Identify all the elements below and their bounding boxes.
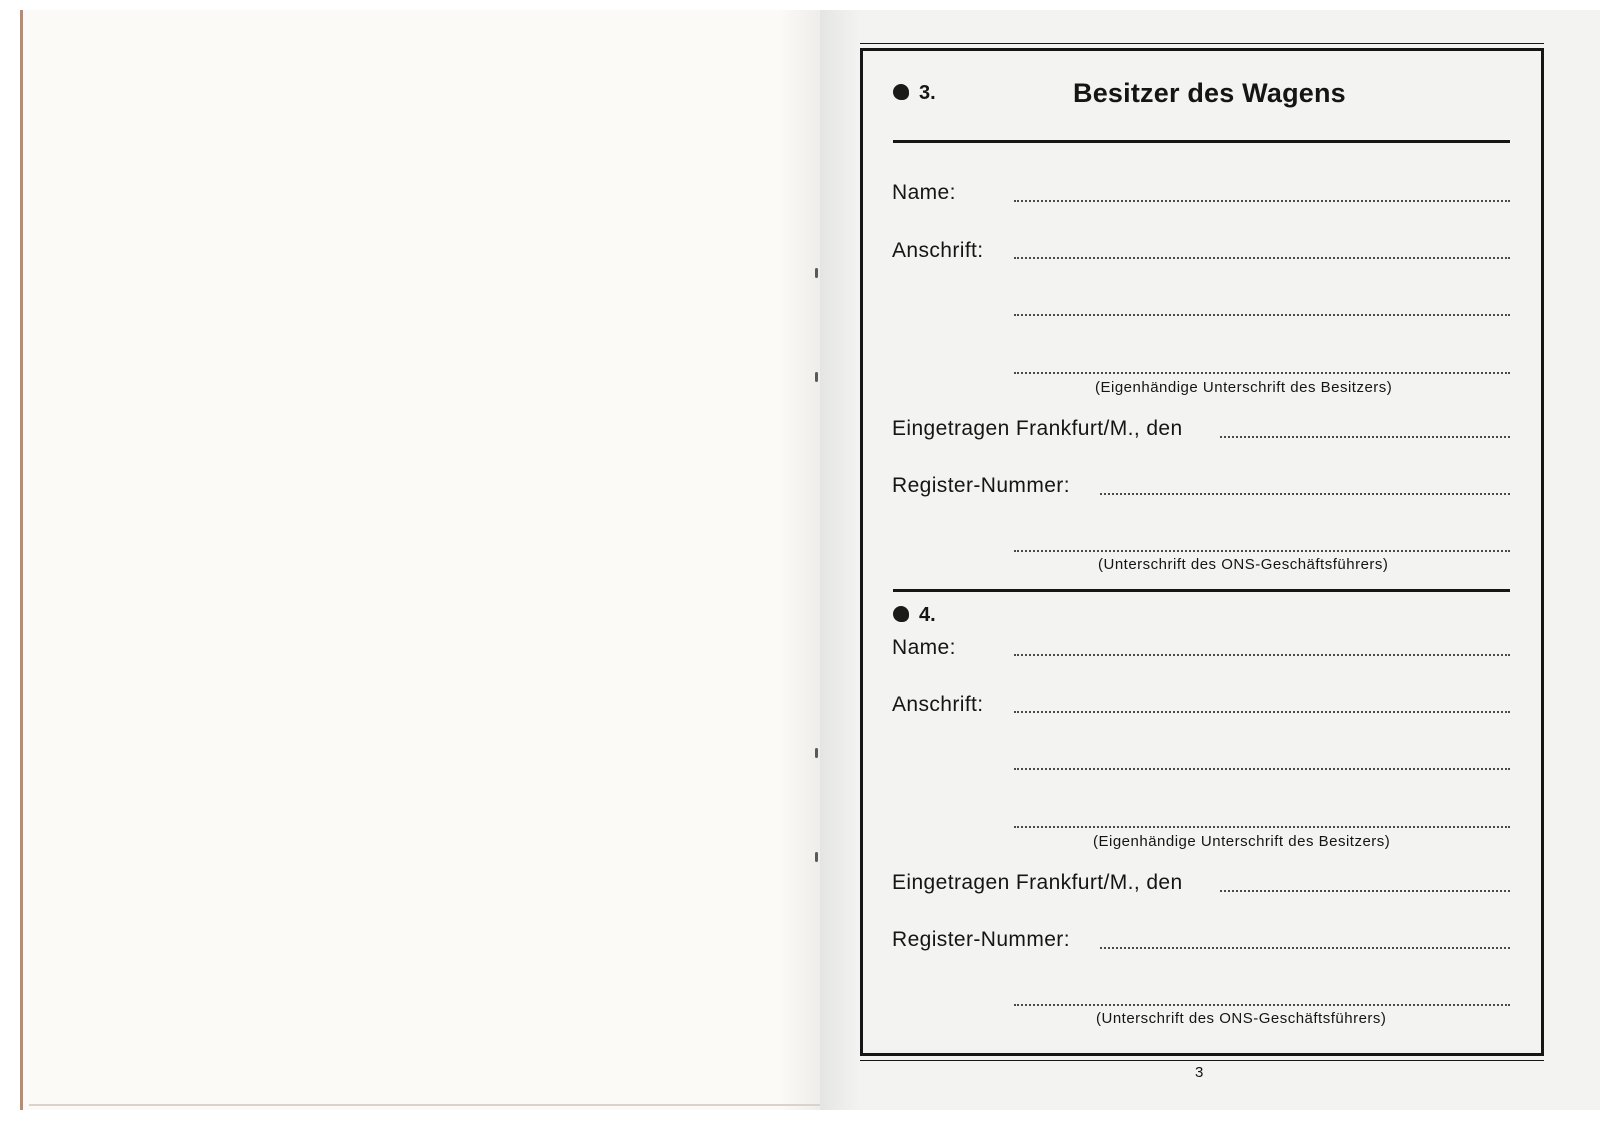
- form-title: Besitzer des Wagens: [1073, 78, 1346, 108]
- section-4-owner-signature-field[interactable]: [1014, 826, 1510, 828]
- right-page-fold-shadow: [820, 10, 860, 1110]
- section-4-register-number-label: Register-Nummer:: [892, 928, 1070, 951]
- section-3-registration-date-field[interactable]: [1220, 436, 1510, 438]
- section-3-name-label: Name:: [892, 181, 956, 204]
- staple-hole: [815, 748, 818, 758]
- section-3-address-field-line-1[interactable]: [1014, 257, 1510, 259]
- section-3-ons-signature-caption: (Unterschrift des ONS-Geschäftsführers): [1098, 556, 1389, 573]
- section-3-ons-signature-field[interactable]: [1014, 550, 1510, 552]
- section-4-name-field[interactable]: [1014, 654, 1510, 656]
- section-4-address-field-line-2[interactable]: [1014, 768, 1510, 770]
- section-3-title-rule: [893, 140, 1510, 143]
- staple-hole: [815, 372, 818, 382]
- section-3-owner-signature-caption: (Eigenhändige Unterschrift des Besitzers): [1095, 379, 1393, 396]
- section-3-number: 3.: [919, 82, 936, 104]
- section-4-number: 4.: [919, 604, 936, 626]
- section-4-ons-signature-caption: (Unterschrift des ONS-Geschäftsführers): [1096, 1010, 1387, 1027]
- section-4-registration-date-field[interactable]: [1220, 890, 1510, 892]
- section-3-register-number-label: Register-Nummer:: [892, 474, 1070, 497]
- staple-hole: [815, 852, 818, 862]
- steering-wheel-icon: [893, 606, 909, 622]
- left-page-bottom-edge: [29, 1104, 820, 1106]
- section-3-address-label: Anschrift:: [892, 239, 984, 262]
- section-4-address-label: Anschrift:: [892, 693, 984, 716]
- section-4-register-number-field[interactable]: [1100, 947, 1510, 949]
- section-4-registered-label: Eingetragen Frankfurt/M., den: [892, 871, 1183, 894]
- section-3-register-number-field[interactable]: [1100, 493, 1510, 495]
- section-4-owner-signature-caption: (Eigenhändige Unterschrift des Besitzers): [1093, 833, 1391, 850]
- section-3-registered-label: Eingetragen Frankfurt/M., den: [892, 417, 1183, 440]
- section-4-address-field-line-1[interactable]: [1014, 711, 1510, 713]
- steering-wheel-icon: [893, 84, 909, 100]
- staple-hole: [815, 268, 818, 278]
- section-4-name-label: Name:: [892, 636, 956, 659]
- section-3-name-field[interactable]: [1014, 200, 1510, 202]
- left-page-fold-shadow: [780, 10, 820, 1110]
- section-3-address-field-line-2[interactable]: [1014, 314, 1510, 316]
- section-4-ons-signature-field[interactable]: [1014, 1004, 1510, 1006]
- section-divider-rule: [893, 589, 1510, 592]
- page-number: 3: [1195, 1064, 1204, 1081]
- left-page-blank: [20, 10, 820, 1110]
- section-3-owner-signature-field[interactable]: [1014, 372, 1510, 374]
